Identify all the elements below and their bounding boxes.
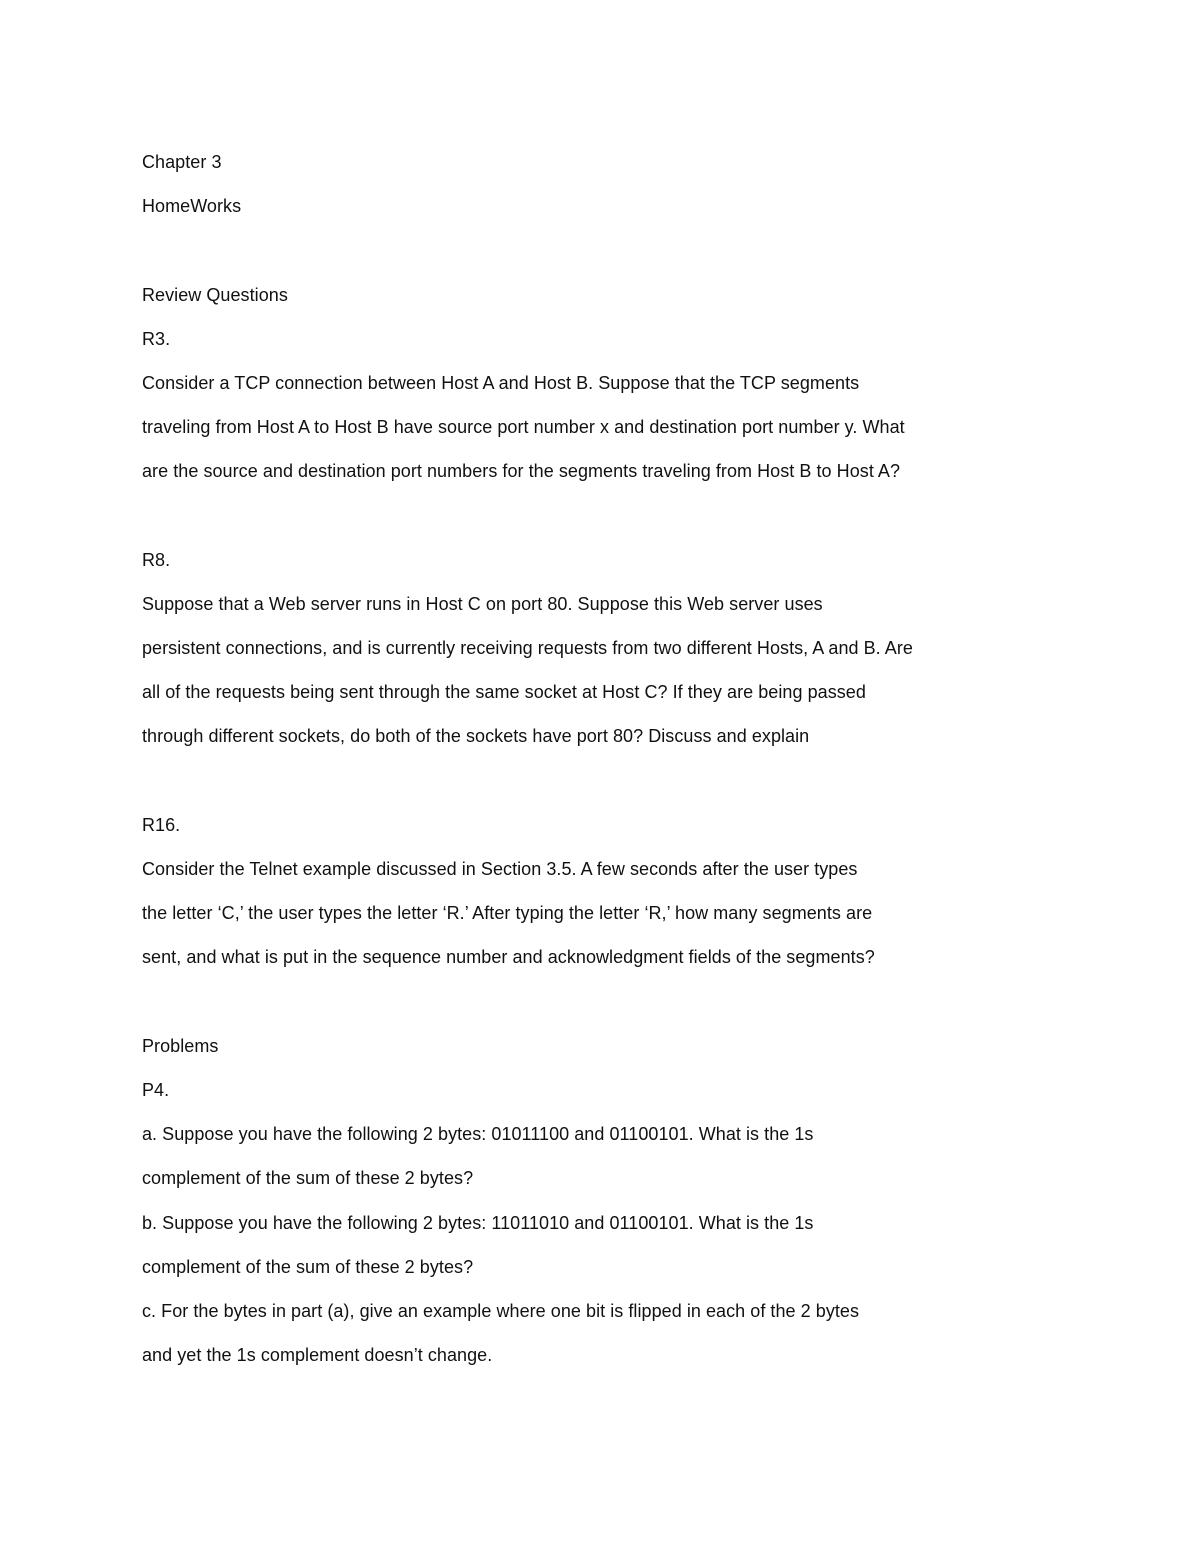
- question-text-line: the letter ‘C,’ the user types the letter ‘R.’ After typing the letter ‘R,’ how many segments are: [142, 903, 873, 924]
- question-text-line: sent, and what is put in the sequence number and acknowledgment fields of the segments?: [142, 947, 875, 968]
- question-text-line: traveling from Host A to Host B have source port number x and destination port number y. What: [142, 417, 905, 438]
- question-text-line: are the source and destination port numbers for the segments traveling from Host B to Host A?: [142, 461, 901, 482]
- question-text-line: through different sockets, do both of the sockets have port 80? Discuss and explain: [142, 726, 810, 747]
- question-label-r8: R8.: [142, 549, 171, 570]
- spacer: [142, 228, 1042, 272]
- question-text-line: Suppose that a Web server runs in Host C on port 80. Suppose this Web server uses: [142, 593, 823, 614]
- section-heading-problems: Problems: [142, 1035, 219, 1056]
- problem-text-line: c. For the bytes in part (a), give an example where one bit is flipped in each of the 2 bytes: [142, 1300, 860, 1321]
- spacer: [142, 494, 1042, 538]
- question-text-line: persistent connections, and is currently receiving requests from two different Hosts, A and B. Are: [142, 638, 913, 659]
- question-label-r3: R3.: [142, 328, 171, 349]
- problem-text-line: complement of the sum of these 2 bytes?: [142, 1168, 474, 1189]
- question-label-r16: R16.: [142, 814, 181, 835]
- document-body: [142, 140, 1042, 1377]
- question-text-line: Consider the Telnet example discussed in Section 3.5. A few seconds after the user types: [142, 859, 858, 879]
- problem-text-line: b. Suppose you have the following 2 bytes: 11011010 and 01100101. What is the 1s: [142, 1212, 814, 1233]
- problem-label-p4: P4.: [142, 1079, 170, 1100]
- problem-text-line: a. Suppose you have the following 2 bytes: 01011100 and 01100101. What is the 1s: [142, 1124, 814, 1145]
- chapter-title: Chapter 3: [142, 152, 222, 172]
- document-subtitle: HomeWorks: [142, 196, 242, 217]
- spacer: [142, 980, 1042, 1024]
- problem-text-line: complement of the sum of these 2 bytes?: [142, 1256, 474, 1277]
- spacer: [142, 759, 1042, 803]
- section-heading-review-questions: Review Questions: [142, 284, 288, 305]
- question-text-line: all of the requests being sent through the same socket at Host C? If they are being passed: [142, 682, 866, 703]
- question-text-line: Consider a TCP connection between Host A and Host B. Suppose that the TCP segments: [142, 372, 860, 393]
- problem-text-line: and yet the 1s complement doesn’t change.: [142, 1345, 493, 1366]
